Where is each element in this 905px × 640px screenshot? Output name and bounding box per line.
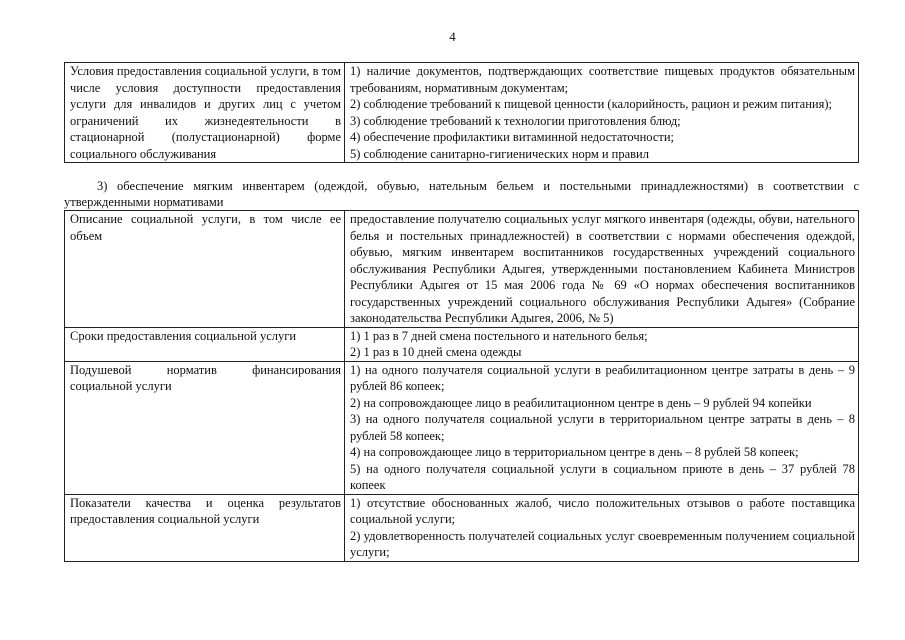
list-item: 2) соблюдение требований к пищевой ценности (калорийность, рацион и режим питания); bbox=[350, 97, 832, 111]
table-row bbox=[65, 211, 859, 328]
row-label: Подушевой норматив финансирования социальной услуги bbox=[65, 361, 345, 494]
row-label: Сроки предоставления социальной услуги bbox=[65, 327, 345, 361]
food-conditions-table bbox=[64, 62, 859, 163]
list-item: 1) 1 раз в 7 дней смена постельного и нательного белья; bbox=[350, 328, 648, 343]
list-item: 1) на одного получателя социальной услуги в реабилитационном центре затраты в день – 9 рублей 86 копеек; bbox=[350, 362, 855, 393]
table-row bbox=[65, 63, 859, 163]
list-item: 2) 1 раз в 10 дней смена одежды bbox=[350, 345, 522, 359]
page-number: 4 bbox=[449, 29, 456, 44]
list-item: 5) на одного получателя социальной услуги в социальном приюте в день – 37 рублей 78 копеек bbox=[350, 461, 855, 492]
row-content bbox=[345, 211, 859, 328]
list-item: 2) удовлетворенность получателей социальных услуг своевременным получением социальной услуги; bbox=[350, 528, 855, 559]
row-label: Условия предоставления социальной услуги, в том числе условия доступности предоставления услуги для инвалидов и других лиц с учетом ограничений их жизнедеятельности в стационарной (полустационарной) форме социального обслуживания bbox=[65, 63, 345, 163]
list-item: 4) на сопровождающее лицо в территориальном центре в день – 8 рублей 58 копеек; bbox=[350, 445, 799, 459]
row-content bbox=[345, 361, 859, 494]
table-row bbox=[65, 327, 859, 361]
soft-inventory-table bbox=[64, 210, 859, 562]
list-item: 1) наличие документов, подтверждающих соответствие пищевых продуктов обязательным требованиям, нормативным документам; bbox=[350, 64, 855, 95]
list-item: 2) на сопровождающее лицо в реабилитационном центре в день – 9 рублей 94 копейки bbox=[350, 395, 812, 410]
row-content bbox=[345, 63, 859, 163]
section-intro-paragraph: 3) обеспечение мягким инвентарем (одеждой, обувью, нательным бельем и постельными принадлежностями) в соответствии с утвержденными нормативами bbox=[64, 179, 859, 209]
list-item: 4) обеспечение профилактики витаминной недостаточности; bbox=[350, 130, 675, 144]
row-content bbox=[345, 494, 859, 561]
row-label: Описание социальной услуги, в том числе ее объем bbox=[65, 211, 345, 328]
list-item: предоставление получателю социальных услуг мягкого инвентаря (одежды, обуви, нательного белья и постельных принадлежностей) в соответствии с нормами обеспечения одеждой, обувью, мягким инвентарем воспитанников государственных учреждений социального обслуживания Республики Адыгея, утвержденными постановлением Кабинета Министров Республики Адыгея от 15 мая 2006 года № 69 «О нормах обеспечения воспитанников государственных учреждений социального обслуживания Республики Адыгея» (Собрание законодательства Республики Адыгея, 2006, № 5) bbox=[350, 212, 855, 325]
table-row bbox=[65, 361, 859, 494]
table-row bbox=[65, 494, 859, 561]
list-item: 1) отсутствие обоснованных жалоб, число положительных отзывов о работе поставщика социальной услуги; bbox=[350, 495, 855, 526]
list-item: 5) соблюдение санитарно-гигиенических норм и правил bbox=[350, 146, 649, 161]
list-item: 3) на одного получателя социальной услуги в территориальном центре затраты в день – 8 рублей 58 копеек; bbox=[350, 412, 855, 443]
row-content bbox=[345, 327, 859, 361]
list-item: 3) соблюдение требований к технологии приготовления блюд; bbox=[350, 113, 681, 128]
row-label: Показатели качества и оценка результатов предоставления социальной услуги bbox=[65, 494, 345, 561]
